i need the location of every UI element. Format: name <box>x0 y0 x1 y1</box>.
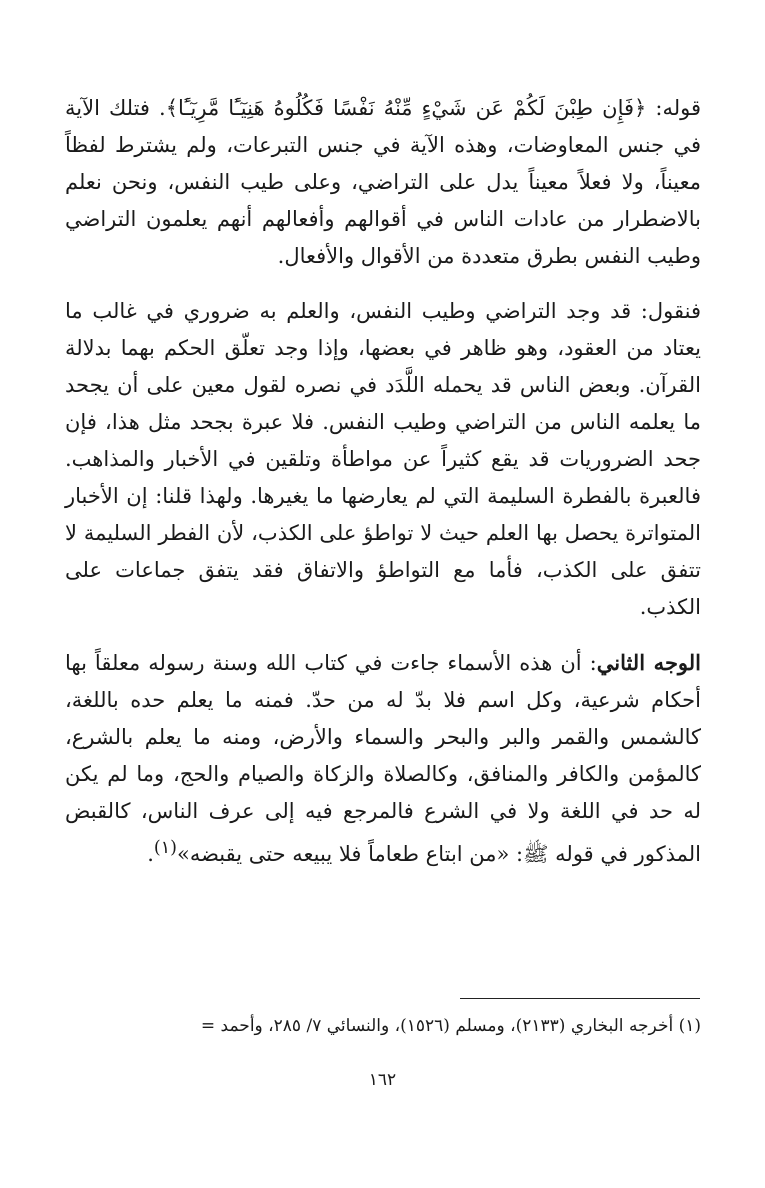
page-body <box>65 90 701 873</box>
paragraph-text: فنقول: قد وجد التراضي وطيب النفس، والعلم به ضروري في غالب ما يعتاد من العقود، وهو ظاهر في بعضها، وإذا وجد تعلّق الحكم بهما بدلالة القرآن. وبعض الناس قد يحمله اللَّدَد في نصره لقول معين على أن يجحد ما يعلمه الناس من التراضي وطيب النفس. فلا عبرة بجحد مثل هذا، فإن جحد الضروريات قد يقع كثيراً عن مواطأة وتلقين في الأخبار والمذاهب. فالعبرة بالفطرة السليمة التي لم يعارضها ما يغيرها. ولهذا قلنا: إن الأخبار المتواترة يحصل بها العلم حيث لا تواطؤ على الكذب، لأن الفطر السليمة لا تتفق على الكذب، فأما مع التواطؤ والاتفاق فقد يتفق جماعات على الكذب. <box>65 299 701 619</box>
section-heading: الوجه الثاني <box>596 650 702 675</box>
quran-verse: ﴿فَإِن طِبْنَ لَكُمْ عَن شَيْءٍ مِّنْهُ نَفْسًا فَكُلُوهُ هَنِيٓـًٔا مَّرِيٓـًٔا﴾ <box>165 96 647 120</box>
paragraph-quran-verse <box>65 90 701 275</box>
footnote-separator <box>460 998 700 999</box>
page-number: ١٦٢ <box>368 1070 397 1090</box>
paragraph-natural-disposition <box>65 293 701 626</box>
paragraph-end: . <box>147 842 154 866</box>
footnote: (١) أخرجه البخاري (٢١٣٣)، ومسلم (١٥٢٦)، والنسائي ٧/ ٢٨٥، وأحمد = <box>200 1016 701 1036</box>
paragraph-text: . فتلك الآية في جنس المعاوضات، وهذه الآية في جنس التبرعات، ولم يشترط لفظاً معيناً، ولا فعلاً معيناً يدل على التراضي، وعلى طيب النفس، ونحن نعلم بالاضطرار من عادات الناس في أقوالهم وأفعالهم أنهم يعلمون التراضي وطيب النفس بطرق متعددة من الأقوال والأفعال. <box>65 96 701 268</box>
paragraph-text: : أن هذه الأسماء جاءت في كتاب الله وسنة رسوله معلقاً بها أحكام شرعية، وكل اسم فلا بدّ له من حدّ. فمنه ما يعلم حده باللغة، كالشمس والقمر والبر والبحر والسماء والأرض، ومنه ما يعلم بالشرع، كالمؤمن والكافر والمنافق، وكالصلاة والزكاة والصيام والحج، وما لم يكن له حد في اللغة ولا في الشرع فالمرجع فيه إلى عرف الناس، كالقبض المذكور في قوله ﷺ: «من ابتاع طعاماً فلا يبيعه حتى يقبضه» <box>65 651 701 866</box>
paragraph-second-aspect <box>65 644 701 873</box>
footnote-reference: (١) <box>153 838 177 858</box>
paragraph-prefix: قوله: <box>646 96 701 120</box>
